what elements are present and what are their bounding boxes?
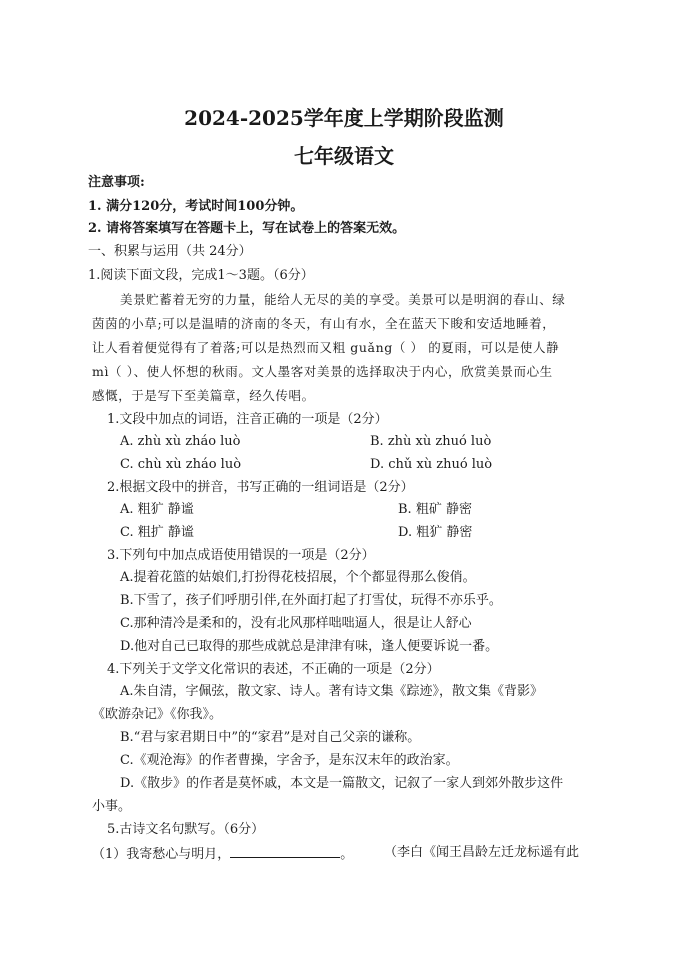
q5-stem: 5.古诗文名句默写。（6分） — [107, 822, 265, 837]
q2-option-a: A. 粗犷 静谧 — [120, 502, 194, 517]
passage-line: 感慨，于是写下至美篇章，经久传唱。 — [92, 388, 315, 403]
q2-stem: 2.根据文段中的拼音，书写正确的一组词语是（2分） — [107, 480, 414, 495]
q5-item-1 — [92, 845, 353, 863]
q5-item-1-suffix: 。 — [340, 847, 354, 862]
exam-title: 2024-2025学年度上学期阶段监测 — [184, 106, 504, 130]
answer-blank[interactable] — [230, 845, 340, 858]
q5-item-1-prefix: （1）我寄愁心与明月， — [92, 847, 231, 862]
passage-line: 让人看着便觉得有了着落;可以是热烈而又粗 guǎng（ ） 的夏雨，可以是使人静 — [92, 340, 560, 355]
q3-option-d: D.他对自己已取得的那些成就总是津津有味，逢人便要诉说一番。 — [120, 639, 499, 654]
q2-option-c: C. 粗扩 静谧 — [120, 525, 194, 540]
q2-option-d: D. 粗犷 静密 — [398, 525, 473, 540]
q1-option-a: A. zhù xù zháo luò — [120, 434, 241, 449]
q4-option-d: D.《散步》的作者是莫怀戚，本文是一篇散文，记叙了一家人到郊外散步这件 — [120, 776, 564, 791]
notice-item-1: 1. 满分120分，考试时间100分钟。 — [88, 199, 304, 214]
q3-option-b: B.下雪了，孩子们呼朋引伴,在外面打起了打雪仗，玩得不亦乐乎。 — [120, 593, 502, 608]
q4-option-b: B.“君与家君期日中”的“家君”是对自己父亲的谦称。 — [120, 730, 421, 745]
q5-item-1-source: （李白《闻王昌龄左迁龙标遥有此 — [384, 845, 580, 860]
q3-option-a: A.提着花篮的姑娘们,打扮得花枝招展，个个都显得那么俊俏。 — [120, 570, 476, 585]
notice-heading: 注意事项: — [88, 175, 145, 190]
q1-stem: 1.文段中加点的词语，注音正确的一项是（2分） — [107, 412, 388, 427]
q1-option-d: D. chǔ xù zhuó luò — [370, 457, 493, 472]
q4-option-a-cont: 《欧游杂记》《你我》。 — [92, 707, 223, 722]
q1-option-b: B. zhù xù zhuó luò — [370, 434, 492, 449]
passage-line: 茵茵的小草;可以是温晴的济南的冬天，有山有水，全在蓝天下睃和安适地睡着， — [92, 316, 556, 331]
passage-line: mì（ ）、使人怀想的秋雨。文人墨客对美景的选择取决于内心，欣赏美景而心生 — [92, 364, 553, 379]
q3-option-c: C.那种清冷是柔和的，没有北风那样咄咄逼人，很是让人舒心 — [120, 616, 472, 631]
section-heading: 一、积累与运用（共 24分） — [88, 244, 252, 259]
q4-stem: 4.下列关于文学文化常识的表述，不正确的一项是（2分） — [107, 662, 440, 677]
notice-item-2: 2. 请将答案填写在答题卡上，写在试卷上的答案无效。 — [88, 221, 406, 236]
q1-option-c: C. chù xù zháo luò — [120, 457, 242, 472]
question-intro: 1.阅读下面文段，完成1～3题。（6分） — [88, 268, 314, 283]
q4-option-d-cont: 小事。 — [92, 799, 132, 814]
passage-line: 美景贮蓄着无穷的力量，能给人无尽的美的享受。美景可以是明润的春山、绿 — [120, 292, 566, 307]
q2-option-b: B. 粗矿 静密 — [398, 502, 472, 517]
q4-option-c: C.《观沧海》的作者曹操，字舍予，是东汉末年的政治家。 — [120, 753, 459, 768]
q3-stem: 3.下列句中加点成语使用错误的一项是（2分） — [107, 548, 375, 563]
exam-subtitle: 七年级语文 — [294, 144, 394, 168]
q4-option-a: A.朱自清，字佩弦，散文家、诗人。著有诗文集《踪迹》，散文集《背影》 — [120, 684, 544, 699]
